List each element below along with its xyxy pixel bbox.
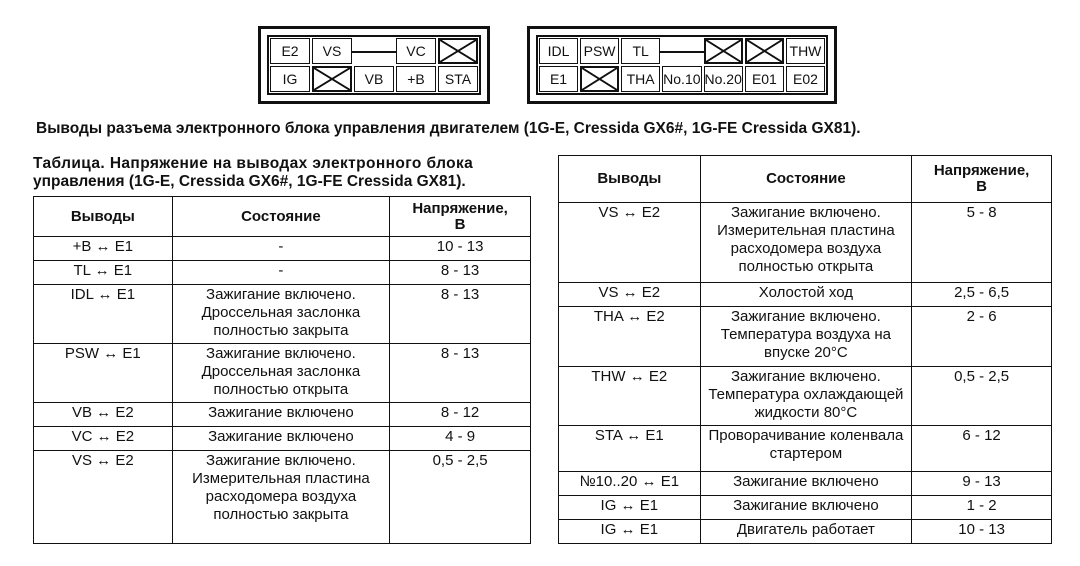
cell-voltage: 10 - 13 xyxy=(390,237,531,261)
cell-condition: Зажигание включено xyxy=(700,496,912,520)
cell-voltage: 5 - 8 xyxy=(912,203,1052,283)
table-row xyxy=(559,203,1052,283)
empty-pin-cross xyxy=(312,66,352,92)
connector-pin: No.20 xyxy=(704,66,743,92)
empty-pin-cross xyxy=(580,66,619,92)
cell-voltage: 8 - 13 xyxy=(390,344,531,403)
table-row xyxy=(559,307,1052,367)
cell-voltage: 8 - 13 xyxy=(390,285,531,344)
cell-terminals: +B ↔ E1 xyxy=(34,237,173,261)
voltage-table-right xyxy=(558,155,1052,544)
cell-condition: Зажигание включено xyxy=(172,427,390,451)
pin-bridge-line xyxy=(662,38,701,64)
connector-pin: E1 xyxy=(539,66,578,92)
connector-pin: TL xyxy=(621,38,660,64)
connector-pin: E02 xyxy=(786,66,825,92)
cell-condition: Зажигание включено. Измерительная пластина расходомера воздуха полностью открыта xyxy=(700,203,912,283)
table-row xyxy=(559,472,1052,496)
cell-terminals: VS ↔ E2 xyxy=(559,203,701,283)
cell-condition: Проворачивание коленвала стартером xyxy=(700,426,912,472)
table-row xyxy=(34,285,531,344)
table-row xyxy=(559,426,1052,472)
cell-terminals: IG ↔ E1 xyxy=(559,496,701,520)
cell-terminals: IG ↔ E1 xyxy=(559,520,701,544)
ecu-connector-left xyxy=(258,26,490,104)
cell-terminals: №10..20 ↔ E1 xyxy=(559,472,701,496)
connector-pin: IG xyxy=(270,66,310,92)
cell-terminals: THA ↔ E2 xyxy=(559,307,701,367)
header-voltage-line1: Напряжение, xyxy=(412,199,508,217)
table-row xyxy=(34,427,531,451)
cell-condition: Зажигание включено. Температура воздуха на впуске 20°C xyxy=(700,307,912,367)
connector-pin: +B xyxy=(396,66,436,92)
cell-terminals: PSW ↔ E1 xyxy=(34,344,173,403)
cell-condition: Зажигание включено. Измерительная пластина расходомера воздуха полностью закрыта xyxy=(172,451,390,544)
cell-terminals: VS ↔ E2 xyxy=(34,451,173,544)
table-caption xyxy=(33,155,473,191)
cell-terminals: VB ↔ E2 xyxy=(34,403,173,427)
table-caption-line1: Таблица. Напряжение на выводах электронного блока xyxy=(33,155,474,172)
cell-condition: Зажигание включено. Дроссельная заслонка полностью открыта xyxy=(172,344,390,403)
table-row xyxy=(34,344,531,403)
cell-voltage: 4 - 9 xyxy=(390,427,531,451)
cell-terminals: TL ↔ E1 xyxy=(34,261,173,285)
cell-voltage: 0,5 - 2,5 xyxy=(912,367,1052,426)
cell-voltage: 10 - 13 xyxy=(912,520,1052,544)
cell-condition: Зажигание включено. Температура охлаждающей жидкости 80°C xyxy=(700,367,912,426)
connector-pin: No.10 xyxy=(662,66,701,92)
connector-pin: THA xyxy=(621,66,660,92)
cell-terminals: THW ↔ E2 xyxy=(559,367,701,426)
cell-condition: - xyxy=(172,261,390,285)
connector-pin: STA xyxy=(438,66,478,92)
header-voltage xyxy=(912,156,1052,203)
cell-condition: Зажигание включено. Дроссельная заслонка полностью закрыта xyxy=(172,285,390,344)
cell-condition: Зажигание включено xyxy=(700,472,912,496)
cell-voltage: 8 - 13 xyxy=(390,261,531,285)
table-row xyxy=(34,261,531,285)
empty-pin-cross xyxy=(438,38,478,64)
table-caption-line2: управления (1G-E, Cressida GX6#, 1G-FE Cressida GX81). xyxy=(33,173,466,190)
header-voltage-line1: Напряжение, xyxy=(933,162,1030,179)
header-terminals: Выводы xyxy=(559,156,701,203)
cell-voltage: 0,5 - 2,5 xyxy=(390,451,531,544)
connector-pin: THW xyxy=(786,38,825,64)
cell-voltage: 8 - 12 xyxy=(390,403,531,427)
connector-pin: IDL xyxy=(539,38,578,64)
voltage-table-left xyxy=(33,196,531,544)
connector-pin: E01 xyxy=(745,66,784,92)
connector-pin: VB xyxy=(354,66,394,92)
table-row xyxy=(34,237,531,261)
table-row xyxy=(559,520,1052,544)
cell-condition: Зажигание включено xyxy=(172,403,390,427)
header-condition: Состояние xyxy=(700,156,912,203)
cell-voltage: 2 - 6 xyxy=(912,307,1052,367)
cell-voltage: 9 - 13 xyxy=(912,472,1052,496)
header-voltage xyxy=(390,197,531,237)
cell-terminals: IDL ↔ E1 xyxy=(34,285,173,344)
header-voltage-line2: В xyxy=(976,178,987,195)
ecu-connector-right xyxy=(527,26,837,104)
figure-caption: Выводы разъема электронного блока управления двигателем (1G-E, Cressida GX6#, 1G-FE Cressida GX81). xyxy=(36,120,861,137)
table-row xyxy=(34,403,531,427)
cell-terminals: VS ↔ E2 xyxy=(559,283,701,307)
table-row xyxy=(559,283,1052,307)
pin-bridge-line xyxy=(354,38,394,64)
empty-pin-cross xyxy=(745,38,784,64)
header-terminals: Выводы xyxy=(34,197,173,237)
table-row xyxy=(559,367,1052,426)
cell-condition: - xyxy=(172,237,390,261)
header-voltage-line2: В xyxy=(454,215,466,233)
connector-pin: VS xyxy=(312,38,352,64)
header-condition: Состояние xyxy=(172,197,390,237)
table-row xyxy=(34,451,531,544)
cell-voltage: 2,5 - 6,5 xyxy=(912,283,1052,307)
cell-terminals: VC ↔ E2 xyxy=(34,427,173,451)
table-row xyxy=(559,496,1052,520)
cell-voltage: 1 - 2 xyxy=(912,496,1052,520)
cell-condition: Холостой ход xyxy=(700,283,912,307)
connector-pin: PSW xyxy=(580,38,619,64)
cell-voltage: 6 - 12 xyxy=(912,426,1052,472)
cell-terminals: STA ↔ E1 xyxy=(559,426,701,472)
empty-pin-cross xyxy=(704,38,743,64)
cell-condition: Двигатель работает xyxy=(700,520,912,544)
connector-pin: VC xyxy=(396,38,436,64)
connector-pin: E2 xyxy=(270,38,310,64)
